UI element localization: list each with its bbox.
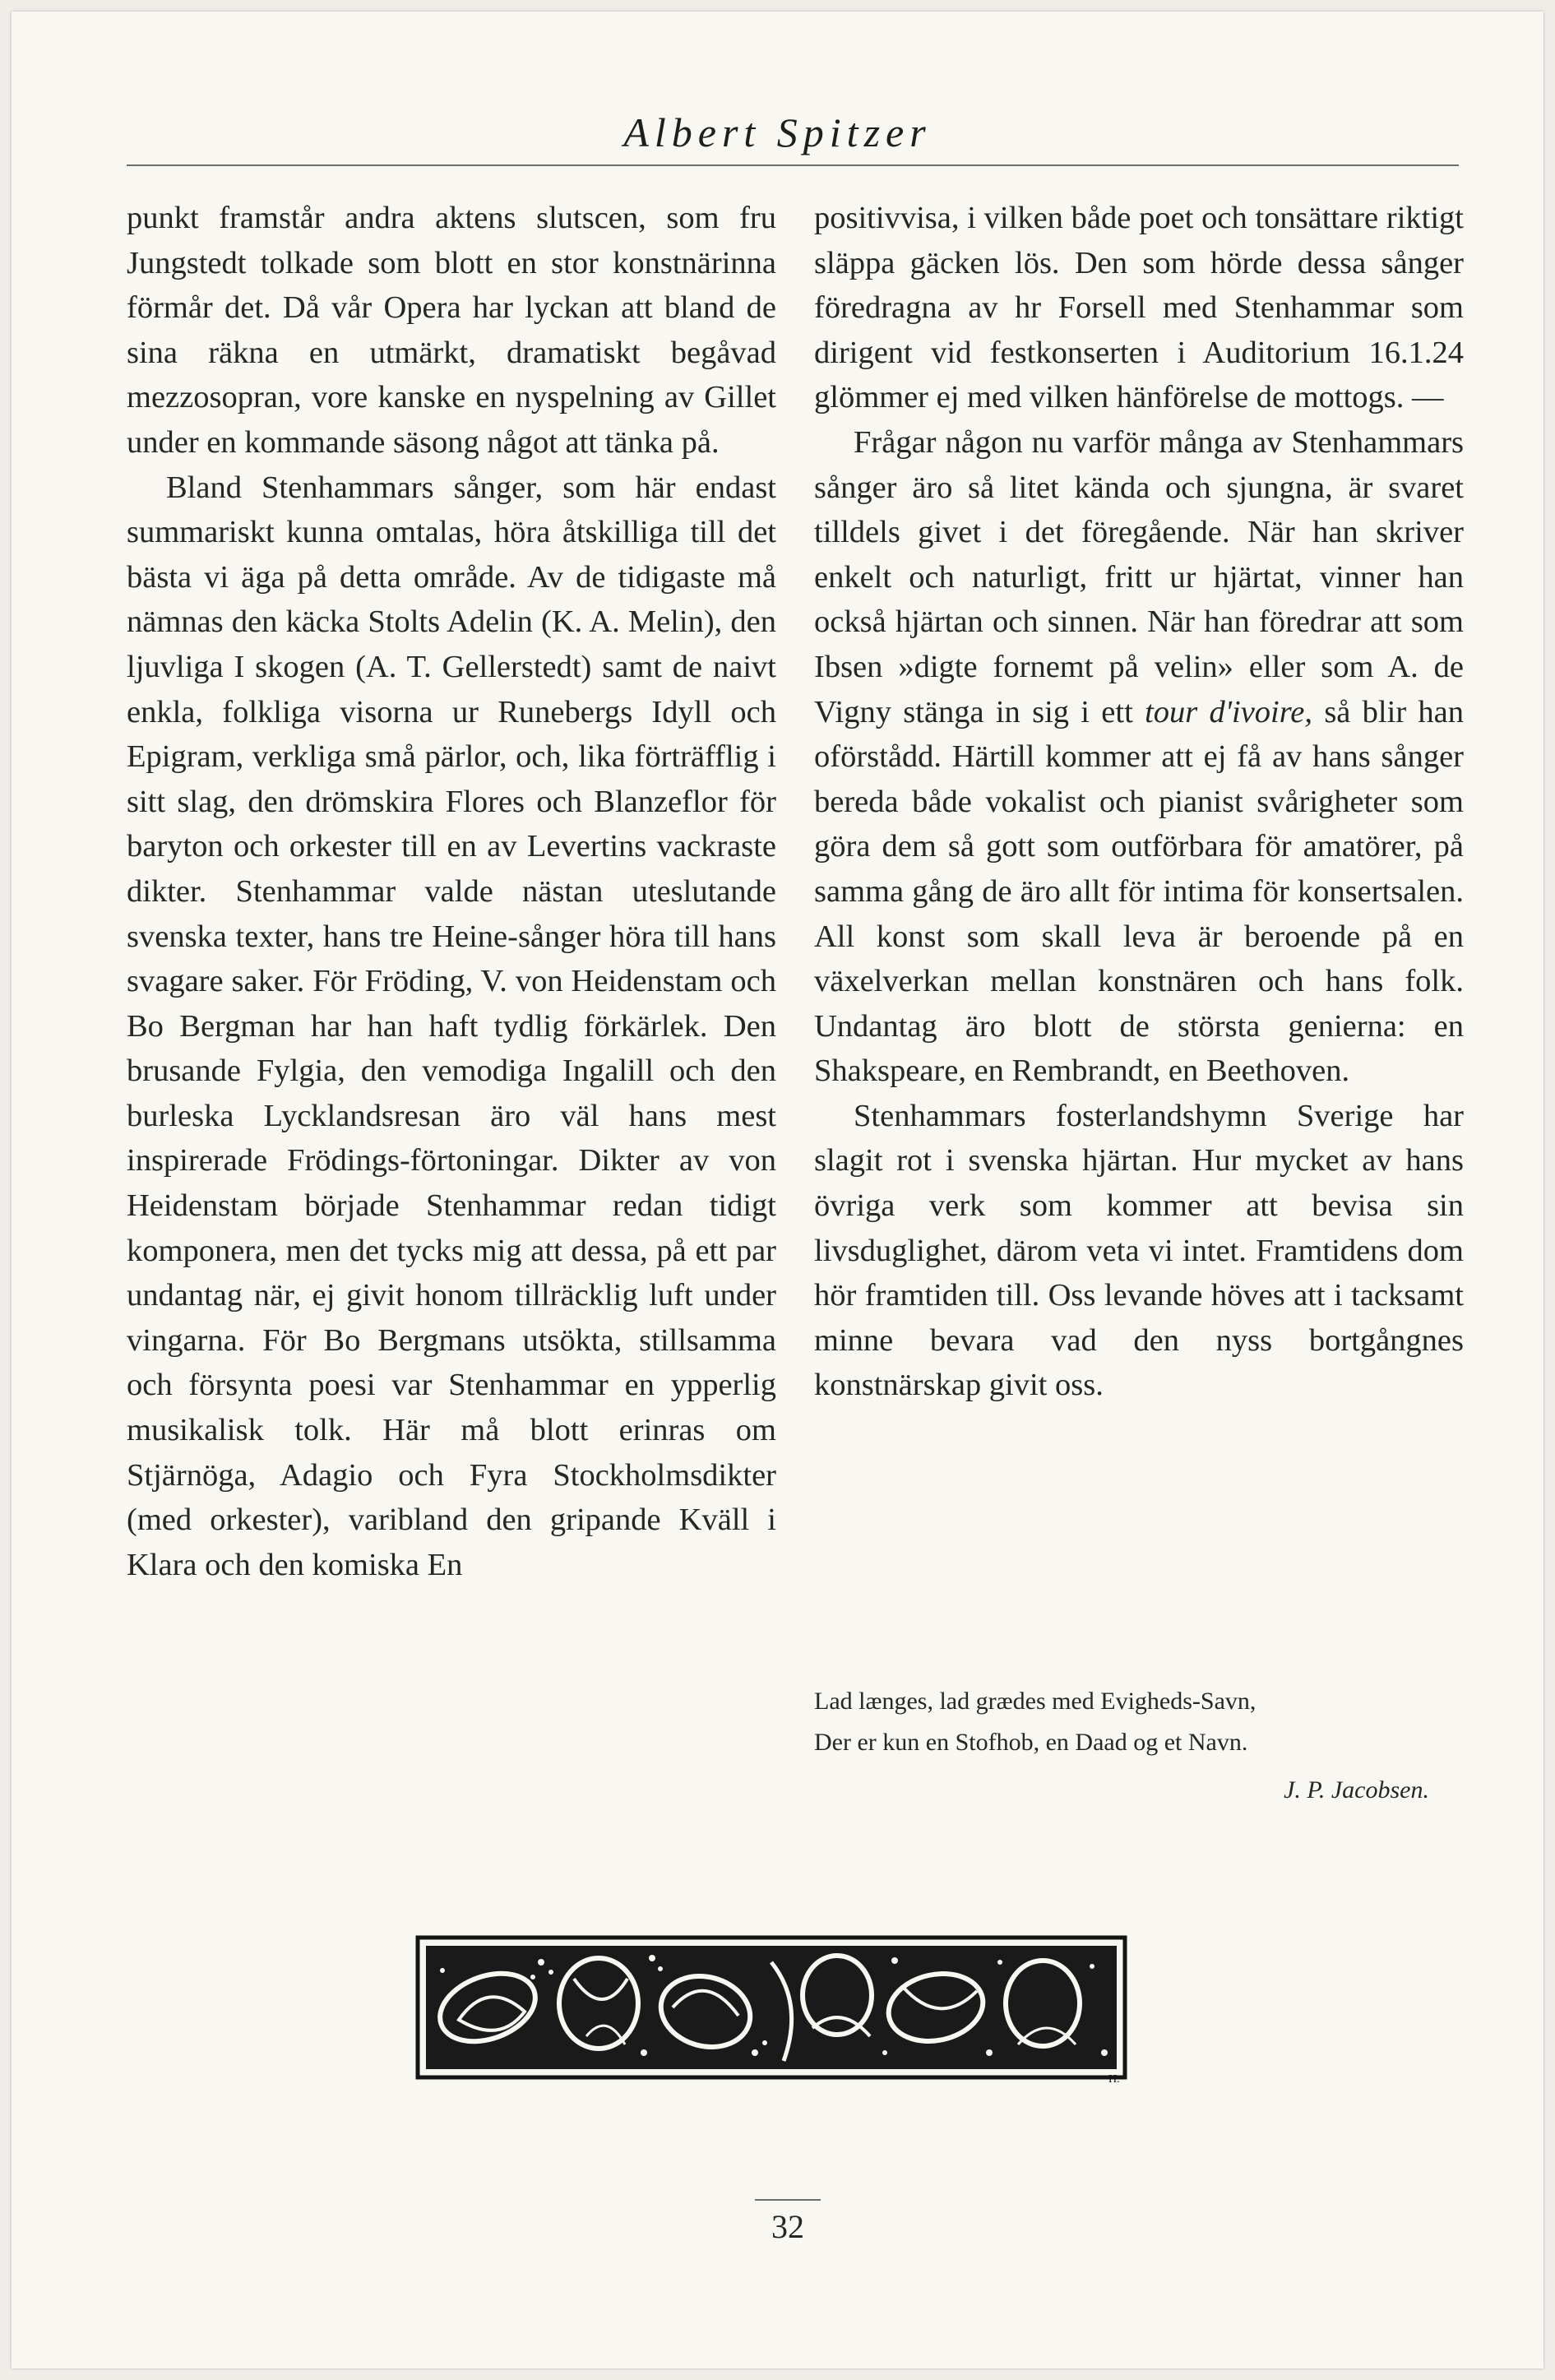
paragraph: punkt framstår andra aktens slutscen, som fru Jungstedt tolkade som blott en stor konstnärinna förmår det. Då vår Opera har lyckan att bland de sina räkna en utmärkt, dramatiskt begåvad mezzosopran, vore kanske en nyspelning av Gillet under en kommande säsong något att tänka på. <box>127 201 776 460</box>
poem-author: J. P. Jacobsen. <box>1284 1776 1429 1804</box>
right-column <box>814 196 1464 1408</box>
left-column <box>127 196 776 1587</box>
poem-line: Der er kun en Stofhob, en Daad og et Navn. <box>814 1729 1248 1756</box>
paragraph: Stenhammars fosterlandshymn Sverige har slagit rot i svenska hjärtan. Hur mycket av hans övriga verk som kommer att bevisa sin livsduglighet, därom veta vi intet. Framtidens dom hör framtiden till. Oss levande höves att i tacksamt minne bevara vad den nyss bortgångnes konstnärskap givit oss. <box>814 1098 1464 1403</box>
paragraph: Bland Stenhammars sånger, som här endast summariskt kunna omtalas, höra åtskilliga till det bästa vi äga på detta område. Av de tidigaste må nämnas den käcka Stolts Adelin (K. A. Melin), den ljuvliga I skogen (A. T. Gellerstedt) samt de naivt enkla, folkliga visorna ur Runebergs Idyll och Epigram, verkliga små pärlor, och, lika förträfflig i sitt slag, den drömskira Flores och Blanzeflor för baryton och orkester till en av Levertins vackraste dikter. Stenhammar valde nästan uteslutande svenska texter, hans tre Heine-sånger höra till hans svagare saker. För Fröding, V. von Heidenstam och Bo Bergman har han haft tydlig förkärlek. Den brusande Fylgia, den vemodiga Ingalill och den burleska Lycklandsresan äro väl hans mest inspirerade Frödings-förtoningar. Dikter av von Heidenstam började Stenhammar redan tidigt komponera, men det tycks mig att dessa, på ett par undantag när, ej givit honom tillräcklig luft under vingarna. För Bo Bergmans utsökta, stillsamma och försynta poesi var Stenhammar en ypperlig musikalisk tolk. Här må blott erinras om Stjärnöga, Adagio och Fyra Stockholmsdikter (med orkester), varibland den gripande Kväll i Klara och den komiska En <box>127 470 776 1582</box>
document-page <box>12 12 1543 2368</box>
svg-text:H.: H. <box>1108 2073 1120 2086</box>
paragraph <box>814 420 1464 1094</box>
poem-line: Lad længes, lad grædes med Evigheds-Savn, <box>814 1688 1256 1715</box>
paragraph-text: så blir han oförstådd. Härtill kommer att ej få av hans sånger bereda både vokalist och pianist svårigheter som göra dem så gott som outförbara för amatörer, på samma gång de äro allt för intima för konsertsalen. All konst som skall leva är beroende på en växelverkan mellan konstnären och hans folk. Undantag äro blott de största genierna: en Shakspeare, en Rembrandt, en Beethoven. <box>814 694 1465 1089</box>
paragraph: positivvisa, i vilken både poet och tonsättare riktigt släppa gäcken lös. Den som hörde dessa sånger föredragna av hr Forsell med Stenhammar som dirigent vid festkonserten i Auditorium 16.1.24 glömmer ej med vilken hänförelse de mottogs. — <box>814 201 1464 415</box>
paragraph-text: Frågar någon nu varför många av Stenhammars sånger äro så litet kända och sjungna, är svaret tilldels givet i det föregående. När han skriver enkelt och naturligt, fritt ur hjärtat, vinner han också hjärtan och sinnen. När han föredrar att som Ibsen »digte fornemt på velin» eller som A. de Vigny stänga in sig i ett <box>814 424 1464 729</box>
floral-ornament-illustration <box>410 1929 1133 2086</box>
italic-phrase: tour d'ivoire, <box>1145 694 1313 729</box>
running-header: Albert Spitzer <box>623 109 932 155</box>
poem-quote <box>814 1681 1472 1811</box>
header-rule <box>127 164 1459 166</box>
page-number-rule <box>755 2199 821 2201</box>
page-number: 32 <box>771 2208 804 2245</box>
